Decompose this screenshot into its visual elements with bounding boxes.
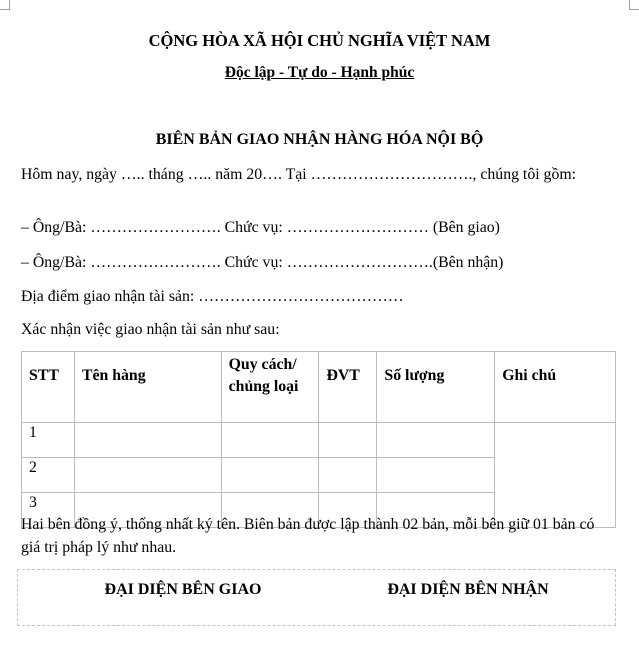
motto-text: Độc lập - Tự do - Hạnh phúc: [224, 64, 415, 81]
cell-stt: 2: [22, 458, 75, 493]
motto-heading: [0, 64, 639, 82]
signature-giao-label: ĐẠI DIỆN BÊN GIAO: [104, 581, 262, 598]
cell-ten-hang: [74, 423, 221, 458]
col-header-quy-cach: Quy cách/ chủng loại: [221, 352, 319, 423]
col-header-ten-hang: Tên hàng: [74, 352, 221, 423]
cell-so-luong: [377, 423, 495, 458]
intro-paragraph: Hôm nay, ngày ….. tháng ….. năm 20…. Tại …………………………., chúng tôi gồm:: [21, 166, 577, 183]
agreement-paragraph: Hai bên đồng ý, thống nhất ký tên. Biên bản được lập thành 02 bản, mỗi bên giữ 01 bản có giá trị pháp lý như nhau.: [21, 516, 595, 556]
cell-so-luong: [377, 458, 495, 493]
col-header-ghi-chu: Ghi chú: [495, 352, 616, 423]
goods-table: [21, 351, 616, 528]
cell-dvt: [319, 458, 377, 493]
nation-heading: CỘNG HÒA XÃ HỘI CHỦ NGHĨA VIỆT NAM: [148, 31, 491, 50]
document-title: BIÊN BẢN GIAO NHẬN HÀNG HÓA NỘI BỘ: [155, 131, 484, 148]
party-giao-line: – Ông/Bà: ……………………. Chức vụ: ……………………… (Bên giao): [21, 219, 500, 236]
location-line: Địa điểm giao nhận tài sản: …………………………………: [21, 288, 404, 305]
col-header-dvt: ĐVT: [319, 352, 377, 423]
table-row: [22, 423, 616, 458]
table-header-row: [22, 352, 616, 423]
signature-block: [17, 569, 616, 626]
page-corner-marker-right: [629, 0, 639, 10]
cell-stt: 1: [22, 423, 75, 458]
cell-quy-cach: [221, 423, 319, 458]
page-corner-marker-left: [0, 0, 10, 10]
col-header-so-luong: Số lượng: [377, 352, 495, 423]
cell-ghi-chu-merged: [495, 423, 616, 528]
cell-dvt: [319, 423, 377, 458]
cell-stt: 3: [22, 493, 75, 528]
signature-nhan-label: ĐẠI DIỆN BÊN NHẬN: [387, 581, 549, 598]
cell-quy-cach: [221, 458, 319, 493]
confirm-line: Xác nhận việc giao nhận tài sản như sau:: [21, 321, 280, 338]
party-nhan-line: – Ông/Bà: ……………………. Chức vụ: ……………………….(Bên nhận): [21, 254, 504, 271]
cell-ten-hang: [74, 458, 221, 493]
col-header-stt: STT: [22, 352, 75, 423]
